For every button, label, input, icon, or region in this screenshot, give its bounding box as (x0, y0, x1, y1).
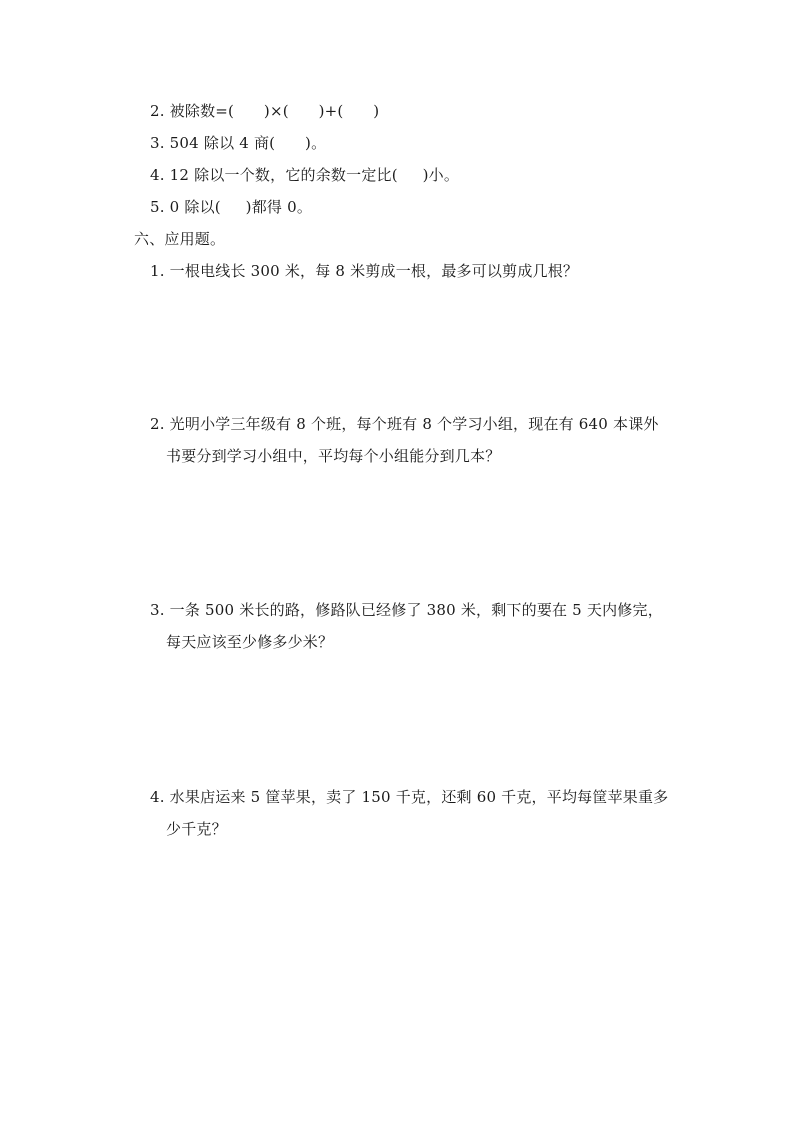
problem-3-line-2: 每天应该至少修多少米？ (166, 633, 334, 651)
problem-2-line-1: 2. 光明小学三年级有 8 个班，每个班有 8 个学习小组，现在有 640 本课外 (150, 415, 659, 433)
fill-blank-item-3: 3. 504 除以 4 商( )。 (150, 134, 327, 152)
fill-blank-item-4: 4. 12 除以一个数，它的余数一定比( )小。 (150, 166, 460, 184)
fill-blank-item-2: 2. 被除数=( )×( )+( ) (150, 102, 380, 120)
problem-2-line-2: 书要分到学习小组中，平均每个小组能分到几本？ (166, 447, 501, 465)
problem-4-line-2: 少千克？ (166, 820, 227, 838)
problem-1-line-1: 1. 一根电线长 300 米，每 8 米剪成一根，最多可以剪成几根？ (150, 262, 579, 280)
section-heading: 六、应用题。 (134, 230, 226, 248)
problem-4-line-1: 4. 水果店运来 5 筐苹果，卖了 150 千克，还剩 60 千克，平均每筐苹果重多 (150, 788, 669, 806)
fill-blank-item-5: 5. 0 除以( )都得 0。 (150, 198, 313, 216)
problem-3-line-1: 3. 一条 500 米长的路，修路队已经修了 380 米，剩下的要在 5 天内修完， (150, 601, 663, 619)
